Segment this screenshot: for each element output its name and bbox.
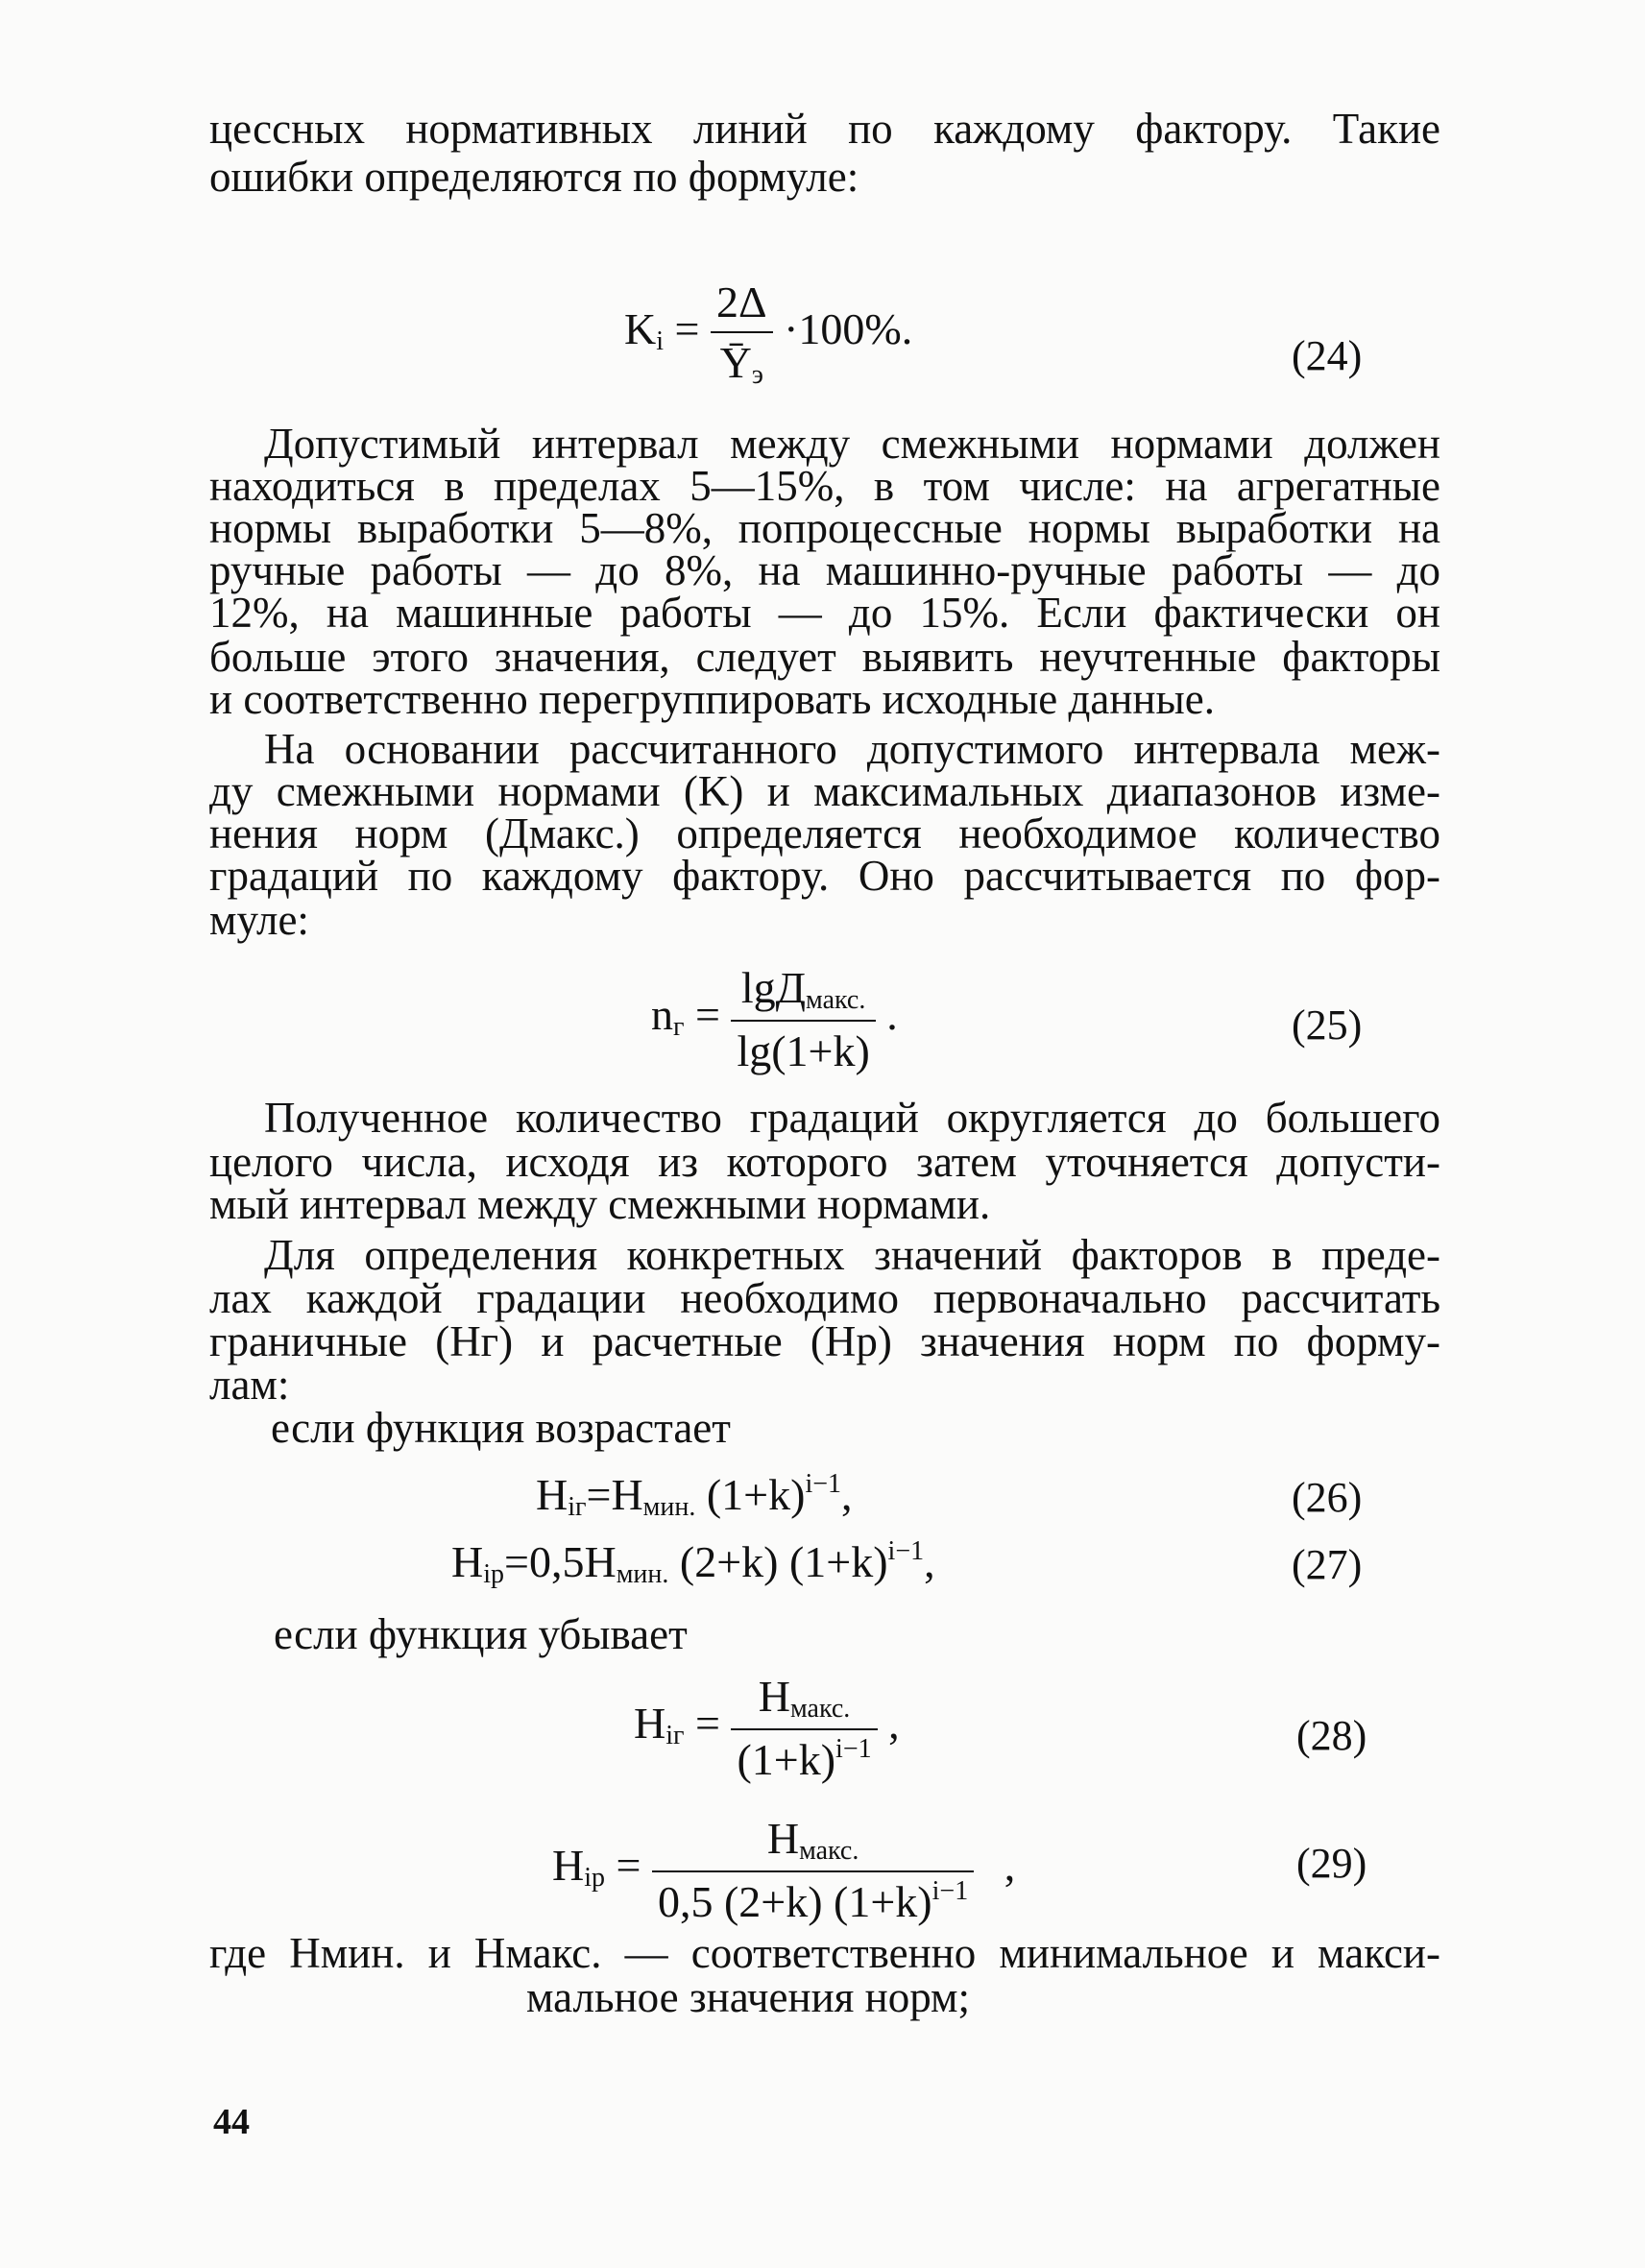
eq28-number: (28): [1296, 1712, 1367, 1759]
para3-line2: ду смежными нормами (K) и максимальных диапазонов изме-: [209, 767, 1440, 815]
eq24-lhs-sub: i: [656, 326, 665, 357]
para2-line5: 12%, на машинные работы — до 15%. Если фактически он: [209, 589, 1440, 637]
equation-27: $H_{iр}=0,5H_{мин.}$ (2+k) $(1+k)^{i-1}$,: [451, 1536, 935, 1589]
eq27-number: (27): [1292, 1541, 1363, 1588]
para4-line1: Полученное количество градаций округляется до большего: [264, 1094, 1440, 1142]
eq24-lhs: K: [624, 304, 657, 354]
eq25-tail: .: [886, 990, 898, 1040]
para3-line3: нения норм (Дмакс.) определяется необходимое количество: [209, 809, 1440, 857]
equation-29: $H_{iр}$ = $\frac{H_{макс.}}{0,5 (2+k) (1+k)^{i-1}}$ ,: [552, 1814, 1016, 1926]
para2-line7: и соответственно перегруппировать исходные данные.: [209, 675, 1215, 723]
para2-line6: больше этого значения, следует выявить неучтенные факторы: [209, 633, 1440, 681]
eq26-number: (26): [1292, 1474, 1363, 1521]
equation-25: $n_г$ = $\frac{\lg Д_{макс.}}{\lg(1+k)}$ .: [651, 963, 898, 1075]
para3-line4: градаций по каждому фактору. Оно рассчитывается по фор-: [209, 852, 1440, 900]
where-line2: мальное значения норм;: [526, 1973, 970, 2021]
eq25-lhs-sub: г: [673, 1012, 685, 1043]
para5-line4: лам:: [209, 1361, 290, 1409]
equation-28: $H_{iг}$ = $\frac{H_{макс.}}{(1+k)^{i-1}}$ ,: [634, 1672, 900, 1784]
equation-24: $K_i$ = $\frac{2\Delta}{Ȳ_э}$ ·100%.: [624, 277, 913, 390]
para4-line3: мый интервал между смежными нормами.: [209, 1180, 991, 1228]
decreasing-label: если функция убывает: [274, 1610, 688, 1658]
where-line1: где Нмин. и Нмакс. — соответственно минимальное и макси-: [209, 1929, 1440, 1977]
para5-line3: граничные (Нг) и расчетные (Нр) значения норм по форму-: [209, 1317, 1440, 1365]
para1-line1: цессных нормативных линий по каждому фактору. Такие: [209, 105, 1440, 153]
eq29-fraction: $\frac{H_{макс.}}{0,5 (2+k) (1+k)^{i-1}}$: [652, 1813, 974, 1927]
para5-line2: лах каждой градации необходимо первоначально рассчитать: [209, 1274, 1440, 1322]
eq25-lhs: n: [651, 990, 673, 1040]
para5-line1: Для определения конкретных значений факторов в преде-: [264, 1231, 1440, 1279]
page-number: 44: [213, 2102, 250, 2142]
eq24-fraction: [711, 277, 773, 391]
para2-line3: нормы выработки 5—8%, попроцессные нормы выработки на: [209, 504, 1440, 552]
eq28-fraction: $\frac{H_{макс.}}{(1+k)^{i-1}}$: [731, 1671, 877, 1785]
para2-line1: Допустимый интервал между смежными нормами должен: [264, 420, 1440, 468]
eq25-numerator: lgД$_{макс.}$: [731, 962, 875, 1022]
para5-line5: если функция возрастает: [271, 1404, 731, 1452]
eq24-rhs: ·100%.: [784, 304, 913, 354]
eq25-fraction: [731, 962, 875, 1076]
para1-line2: ошибки определяются по формуле:: [209, 153, 859, 201]
eq25-denominator: lg(1+k): [737, 1026, 870, 1075]
para2-line2: находиться в пределах 5—15%, в том числе: на агрегатные: [209, 462, 1440, 510]
para2-line4: ручные работы — до 8%, на машинно-ручные работы — до: [209, 546, 1440, 594]
para3-line1: На основании рассчитанного допустимого интервала меж-: [264, 725, 1440, 773]
eq24-number: (24): [1292, 332, 1363, 379]
eq24-numerator: 2Δ: [711, 277, 773, 333]
eq24-denominator: $Ȳ_э$: [719, 338, 763, 390]
eq29-number: (29): [1296, 1840, 1367, 1887]
eq25-number: (25): [1292, 1001, 1363, 1049]
para4-line2: целого числа, исходя из которого затем уточняется допусти-: [209, 1138, 1440, 1186]
equation-26: $H_{iг}=H_{мин.}$ $(1+k)^{i-1}$,: [536, 1469, 853, 1522]
para3-line5: муле:: [209, 896, 309, 944]
